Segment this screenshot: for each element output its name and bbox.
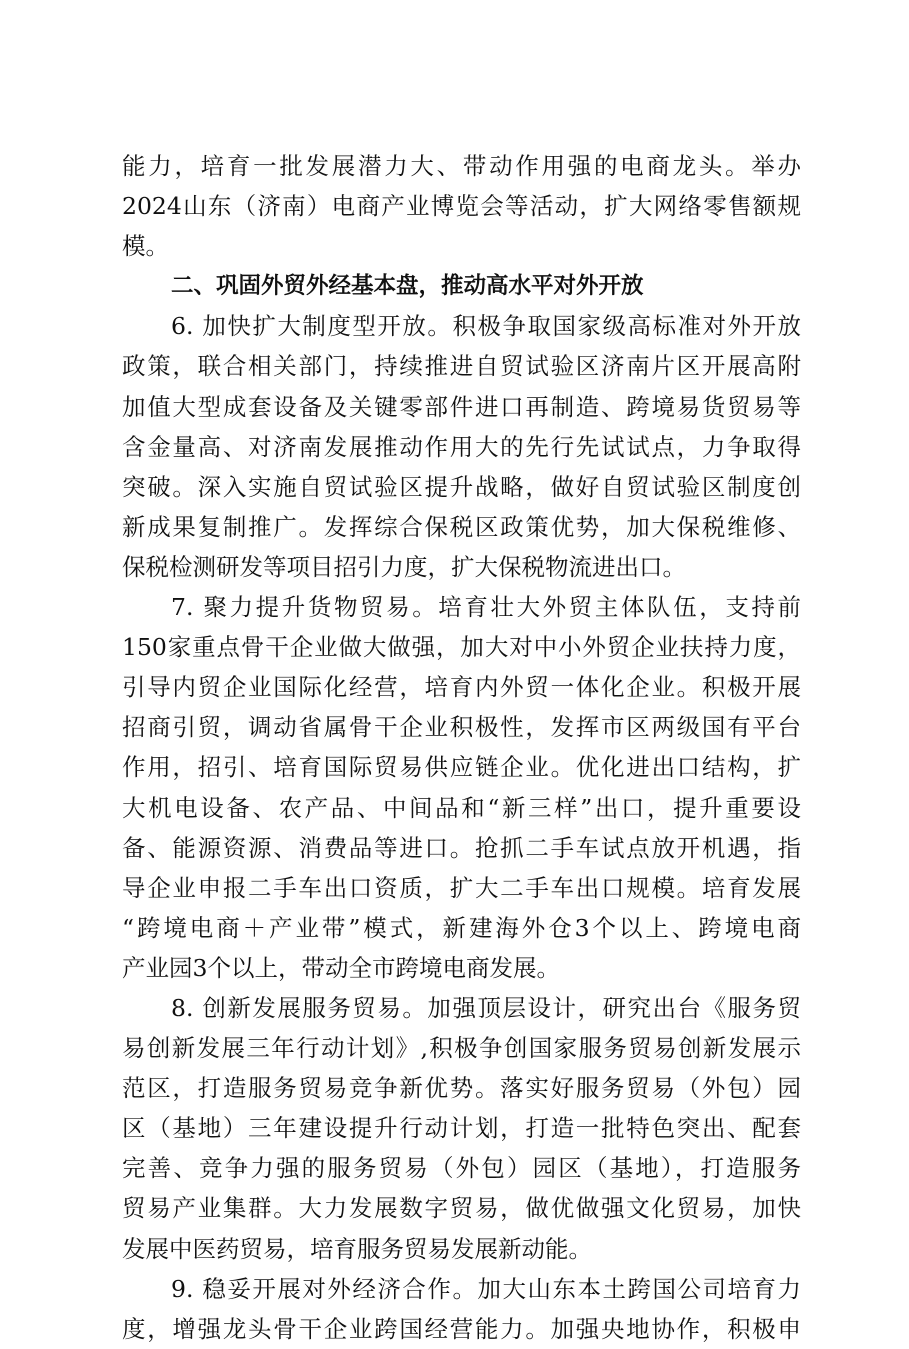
paragraph-line: 范区，打造服务贸易竞争新优势。落实好服务贸易（外包）园	[122, 1074, 801, 1103]
paragraph-line: 突破。深入实施自贸试验区提升战略，做好自贸试验区制度创	[122, 472, 801, 501]
paragraph-line: 备、能源资源、消费品等进口。抢抓二手车试点放开机遇，指	[122, 833, 801, 862]
paragraph-line: 新成果复制推广。发挥综合保税区政策优势，加大保税维修、	[122, 512, 801, 541]
paragraph-line: 区（基地）三年建设提升行动计划，打造一批特色突出、配套	[122, 1114, 801, 1143]
paragraph-line: 作用，招引、培育国际贸易供应链企业。优化进出口结构，扩	[122, 753, 801, 782]
paragraph-last-line: 发展中医药贸易，培育服务贸易发展新动能。	[122, 1234, 592, 1263]
paragraph-line: 大机电设备、农产品、中间品和“新三样”出口，提升重要设	[122, 793, 801, 822]
paragraph-line: 政策，联合相关部门，持续推进自贸试验区济南片区开展高附	[122, 352, 801, 381]
paragraph-first-line: 7. 聚力提升货物贸易。培育壮大外贸主体队伍，支持前	[171, 593, 801, 622]
paragraph-line: 150家重点骨干企业做大做强，加大对中小外贸企业扶持力度，	[122, 633, 801, 662]
paragraph-line: 导企业申报二手车出口资质，扩大二手车出口规模。培育发展	[122, 873, 801, 902]
paragraph-line: “跨境电商＋产业带”模式，新建海外仓3个以上、跨境电商	[122, 913, 801, 942]
paragraph-line: 招商引贸，调动省属骨干企业积极性，发挥市区两级国有平台	[122, 713, 801, 742]
paragraph-last-line: 产业园3个以上，带动全市跨境电商发展。	[122, 953, 560, 982]
paragraph-last-line: 模。	[122, 232, 169, 261]
paragraph-line: 度，增强龙头骨干企业跨国经营能力。加强央地协作，积极申	[122, 1314, 801, 1343]
paragraph-line: 含金量高、对济南发展推动作用大的先行先试试点，力争取得	[122, 432, 801, 461]
paragraph-line: 引导内贸企业国际化经营，培育内外贸一体化企业。积极开展	[122, 673, 801, 702]
paragraph-first-line: 9. 稳妥开展对外经济合作。加大山东本土跨国公司培育力	[171, 1274, 801, 1303]
paragraph-first-line: 8. 创新发展服务贸易。加强顶层设计，研究出台《服务贸	[171, 993, 801, 1022]
paragraph-line: 2024山东（济南）电商产业博览会等活动，扩大网络零售额规	[122, 192, 801, 221]
section-heading: 二、巩固外贸外经基本盘，推动高水平对外开放	[171, 273, 644, 300]
paragraph-line: 能力，培育一批发展潜力大、带动作用强的电商龙头。举办	[122, 152, 801, 180]
paragraph-last-line: 保税检测研发等项目招引力度，扩大保税物流进出口。	[122, 552, 686, 581]
paragraph-line: 完善、竞争力强的服务贸易（外包）园区（基地），打造服务	[122, 1154, 801, 1183]
paragraph-line: 加值大型成套设备及关键零部件进口再制造、跨境易货贸易等	[122, 392, 801, 421]
paragraph-line: 易创新发展三年行动计划》,积极争创国家服务贸易创新发展示	[122, 1034, 801, 1063]
paragraph-line: 贸易产业集群。大力发展数字贸易，做优做强文化贸易，加快	[122, 1194, 801, 1223]
paragraph-first-line: 6. 加快扩大制度型开放。积极争取国家级高标准对外开放	[171, 312, 801, 341]
document-body	[122, 146, 801, 1349]
